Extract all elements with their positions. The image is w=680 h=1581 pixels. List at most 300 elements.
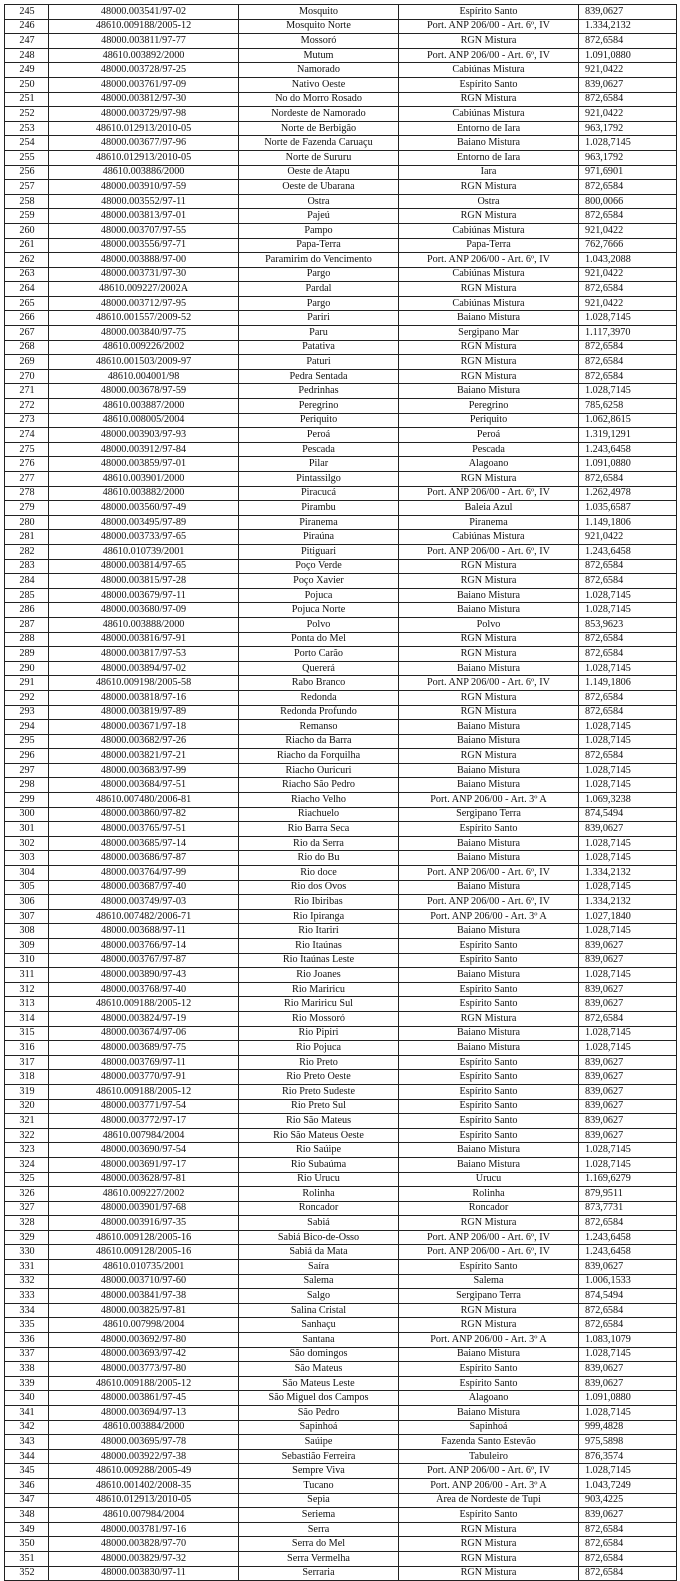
field-name-cell: Mosquito xyxy=(239,5,399,20)
price-value-cell: 762,7666 xyxy=(579,238,677,253)
row-number-cell: 262 xyxy=(5,253,49,268)
reference-oil-cell: Espírito Santo xyxy=(399,1114,579,1129)
row-number-cell: 276 xyxy=(5,457,49,472)
row-number-cell: 252 xyxy=(5,107,49,122)
row-number-cell: 320 xyxy=(5,1099,49,1114)
field-name-cell: Saúipe xyxy=(239,1435,399,1450)
process-number-cell: 48000.003841/97-38 xyxy=(49,1289,239,1304)
reference-oil-cell: RGN Mistura xyxy=(399,282,579,297)
field-name-cell: Rio do Bu xyxy=(239,851,399,866)
field-name-cell: Pescada xyxy=(239,442,399,457)
row-number-cell: 253 xyxy=(5,121,49,136)
price-value-cell: 1.028,7145 xyxy=(579,1157,677,1172)
row-number-cell: 347 xyxy=(5,1493,49,1508)
row-number-cell: 288 xyxy=(5,632,49,647)
field-name-cell: Roncador xyxy=(239,1201,399,1216)
field-name-cell: Rio Preto xyxy=(239,1055,399,1070)
table-row xyxy=(5,77,677,92)
table-row xyxy=(5,1566,677,1581)
row-number-cell: 255 xyxy=(5,150,49,165)
price-value-cell: 876,3574 xyxy=(579,1449,677,1464)
process-number-cell: 48000.003816/97-91 xyxy=(49,632,239,647)
table-body xyxy=(5,5,677,1581)
process-number-cell: 48000.003815/97-28 xyxy=(49,574,239,589)
field-name-cell: Riacho Velho xyxy=(239,793,399,808)
price-value-cell: 872,6584 xyxy=(579,1522,677,1537)
table-row xyxy=(5,1172,677,1187)
price-value-cell: 1.062,8615 xyxy=(579,413,677,428)
field-name-cell: Pojuca xyxy=(239,588,399,603)
process-number-cell: 48000.003693/97-42 xyxy=(49,1347,239,1362)
process-number-cell: 48000.003731/97-30 xyxy=(49,267,239,282)
reference-oil-cell: Baiano Mistura xyxy=(399,311,579,326)
table-row xyxy=(5,1187,677,1202)
reference-oil-cell: Fazenda Santo Estevão xyxy=(399,1435,579,1450)
table-row xyxy=(5,515,677,530)
row-number-cell: 258 xyxy=(5,194,49,209)
process-number-cell: 48000.003729/97-98 xyxy=(49,107,239,122)
field-name-cell: Rio doce xyxy=(239,866,399,881)
field-name-cell: Paturi xyxy=(239,355,399,370)
reference-oil-cell: RGN Mistura xyxy=(399,209,579,224)
reference-oil-cell: Espírito Santo xyxy=(399,982,579,997)
row-number-cell: 350 xyxy=(5,1537,49,1552)
field-name-cell: Papa-Terra xyxy=(239,238,399,253)
row-number-cell: 248 xyxy=(5,48,49,63)
reference-oil-cell: Baiano Mistura xyxy=(399,1041,579,1056)
field-name-cell: Norte de Sururu xyxy=(239,150,399,165)
table-row xyxy=(5,676,677,691)
price-value-cell: 872,6584 xyxy=(579,1216,677,1231)
reference-oil-cell: RGN Mistura xyxy=(399,647,579,662)
row-number-cell: 323 xyxy=(5,1143,49,1158)
reference-oil-cell: Espírito Santo xyxy=(399,1055,579,1070)
row-number-cell: 348 xyxy=(5,1508,49,1523)
process-number-cell: 48000.003556/97-71 xyxy=(49,238,239,253)
price-value-cell: 839,0627 xyxy=(579,1362,677,1377)
process-number-cell: 48000.003560/97-49 xyxy=(49,501,239,516)
process-number-cell: 48000.003678/97-59 xyxy=(49,384,239,399)
row-number-cell: 286 xyxy=(5,603,49,618)
table-row xyxy=(5,63,677,78)
table-row xyxy=(5,92,677,107)
row-number-cell: 293 xyxy=(5,705,49,720)
reference-oil-cell: Área de Nordeste de Tupi xyxy=(399,1493,579,1508)
table-row xyxy=(5,1551,677,1566)
row-number-cell: 319 xyxy=(5,1084,49,1099)
row-number-cell: 264 xyxy=(5,282,49,297)
row-number-cell: 334 xyxy=(5,1303,49,1318)
reference-oil-cell: Urucu xyxy=(399,1172,579,1187)
reference-oil-cell: Peregrino xyxy=(399,399,579,414)
reference-oil-cell: RGN Mistura xyxy=(399,472,579,487)
process-number-cell: 48610.009227/2002 xyxy=(49,1187,239,1202)
price-value-cell: 1.028,7145 xyxy=(579,603,677,618)
table-row xyxy=(5,19,677,34)
table-row xyxy=(5,1537,677,1552)
process-number-cell: 48000.003682/97-26 xyxy=(49,734,239,749)
table-row xyxy=(5,1055,677,1070)
table-row xyxy=(5,603,677,618)
field-name-cell: Piraúna xyxy=(239,530,399,545)
process-number-cell: 48610.009128/2005-16 xyxy=(49,1245,239,1260)
process-number-cell: 48610.009188/2005-12 xyxy=(49,997,239,1012)
table-row xyxy=(5,369,677,384)
field-name-cell: Sepia xyxy=(239,1493,399,1508)
price-value-cell: 903,4225 xyxy=(579,1493,677,1508)
process-number-cell: 48000.003861/97-45 xyxy=(49,1391,239,1406)
process-number-cell: 48000.003684/97-51 xyxy=(49,778,239,793)
row-number-cell: 351 xyxy=(5,1551,49,1566)
price-value-cell: 971,6901 xyxy=(579,165,677,180)
field-name-cell: Rio Preto Oeste xyxy=(239,1070,399,1085)
price-value-cell: 879,9511 xyxy=(579,1187,677,1202)
field-name-cell: Rabo Branco xyxy=(239,676,399,691)
row-number-cell: 278 xyxy=(5,486,49,501)
price-value-cell: 1.028,7145 xyxy=(579,880,677,895)
table-row xyxy=(5,1245,677,1260)
process-number-cell: 48000.003552/97-11 xyxy=(49,194,239,209)
row-number-cell: 295 xyxy=(5,734,49,749)
price-value-cell: 1.083,1079 xyxy=(579,1333,677,1348)
field-name-cell: Remanso xyxy=(239,720,399,735)
field-name-cell: Santana xyxy=(239,1333,399,1348)
field-name-cell: Pajeú xyxy=(239,209,399,224)
row-number-cell: 251 xyxy=(5,92,49,107)
field-name-cell: Rio Ibiribas xyxy=(239,895,399,910)
reference-oil-cell: Port. ANP 206/00 - Art. 6º, IV xyxy=(399,544,579,559)
row-number-cell: 298 xyxy=(5,778,49,793)
table-row xyxy=(5,1216,677,1231)
reference-oil-cell: Peroá xyxy=(399,428,579,443)
table-row xyxy=(5,180,677,195)
field-name-cell: Riacho Ouricuri xyxy=(239,763,399,778)
price-value-cell: 872,6584 xyxy=(579,1011,677,1026)
table-row xyxy=(5,399,677,414)
process-number-cell: 48000.003768/97-40 xyxy=(49,982,239,997)
table-row xyxy=(5,1084,677,1099)
reference-oil-cell: Port. ANP 206/00 - Art. 3º A xyxy=(399,1478,579,1493)
table-row xyxy=(5,238,677,253)
table-row xyxy=(5,836,677,851)
reference-oil-cell: Baiano Mistura xyxy=(399,880,579,895)
reference-oil-cell: Port. ANP 206/00 - Art. 3º A xyxy=(399,793,579,808)
field-name-cell: Serraria xyxy=(239,1566,399,1581)
process-number-cell: 48610.012913/2010-05 xyxy=(49,150,239,165)
price-value-cell: 839,0627 xyxy=(579,5,677,20)
process-number-cell: 48610.012913/2010-05 xyxy=(49,121,239,136)
process-number-cell: 48000.003781/97-16 xyxy=(49,1522,239,1537)
field-name-cell: Poço Verde xyxy=(239,559,399,574)
field-name-cell: Peroá xyxy=(239,428,399,443)
table-row xyxy=(5,311,677,326)
price-value-cell: 872,6584 xyxy=(579,92,677,107)
table-row xyxy=(5,851,677,866)
row-number-cell: 346 xyxy=(5,1478,49,1493)
process-number-cell: 48000.003495/97-89 xyxy=(49,515,239,530)
process-number-cell: 48610.007998/2004 xyxy=(49,1318,239,1333)
field-name-cell: Rio Itaúnas Leste xyxy=(239,953,399,968)
reference-oil-cell: Sergipano Terra xyxy=(399,1289,579,1304)
price-value-cell: 1.028,7145 xyxy=(579,136,677,151)
table-row xyxy=(5,953,677,968)
table-row xyxy=(5,121,677,136)
document-page xyxy=(4,4,676,1581)
process-number-cell: 48610.003882/2000 xyxy=(49,486,239,501)
price-value-cell: 1.169,6279 xyxy=(579,1172,677,1187)
process-number-cell: 48000.003773/97-80 xyxy=(49,1362,239,1377)
field-name-cell: Piracucá xyxy=(239,486,399,501)
table-row xyxy=(5,165,677,180)
process-number-cell: 48000.003764/97-99 xyxy=(49,866,239,881)
row-number-cell: 290 xyxy=(5,661,49,676)
table-row xyxy=(5,282,677,297)
price-value-cell: 874,5494 xyxy=(579,807,677,822)
process-number-cell: 48000.003694/97-13 xyxy=(49,1406,239,1421)
process-number-cell: 48610.010739/2001 xyxy=(49,544,239,559)
price-value-cell: 1.117,3970 xyxy=(579,326,677,341)
field-name-cell: Rio Urucu xyxy=(239,1172,399,1187)
reference-oil-cell: RGN Mistura xyxy=(399,749,579,764)
table-row xyxy=(5,632,677,647)
table-row xyxy=(5,1201,677,1216)
field-name-cell: Paramirim do Vencimento xyxy=(239,253,399,268)
table-row xyxy=(5,690,677,705)
field-name-cell: Rio da Serra xyxy=(239,836,399,851)
process-number-cell: 48000.003695/97-78 xyxy=(49,1435,239,1450)
row-number-cell: 326 xyxy=(5,1187,49,1202)
row-number-cell: 338 xyxy=(5,1362,49,1377)
table-row xyxy=(5,661,677,676)
field-name-cell: Rio Preto Sul xyxy=(239,1099,399,1114)
price-value-cell: 853,9623 xyxy=(579,617,677,632)
table-row xyxy=(5,1478,677,1493)
price-value-cell: 839,0627 xyxy=(579,1084,677,1099)
row-number-cell: 336 xyxy=(5,1333,49,1348)
reference-oil-cell: Baiano Mistura xyxy=(399,968,579,983)
table-row xyxy=(5,1114,677,1129)
field-name-cell: Rio Pojuca xyxy=(239,1041,399,1056)
price-value-cell: 921,0422 xyxy=(579,530,677,545)
table-row xyxy=(5,1406,677,1421)
process-number-cell: 48000.003677/97-96 xyxy=(49,136,239,151)
field-name-cell: Serra Vermelha xyxy=(239,1551,399,1566)
field-name-cell: Ponta do Mel xyxy=(239,632,399,647)
field-name-cell: Seriema xyxy=(239,1508,399,1523)
field-name-cell: Riacho da Barra xyxy=(239,734,399,749)
process-number-cell: 48000.003830/97-11 xyxy=(49,1566,239,1581)
process-number-cell: 48000.003811/97-77 xyxy=(49,34,239,49)
row-number-cell: 300 xyxy=(5,807,49,822)
reference-oil-cell: Pescada xyxy=(399,442,579,457)
process-number-cell: 48000.003771/97-54 xyxy=(49,1099,239,1114)
row-number-cell: 284 xyxy=(5,574,49,589)
price-value-cell: 1.043,2088 xyxy=(579,253,677,268)
price-value-cell: 1.028,7145 xyxy=(579,661,677,676)
price-value-cell: 1.028,7145 xyxy=(579,311,677,326)
reference-oil-cell: Cabiúnas Mistura xyxy=(399,223,579,238)
table-row xyxy=(5,544,677,559)
process-number-cell: 48000.003688/97-11 xyxy=(49,924,239,939)
field-name-cell: Rio Mossoró xyxy=(239,1011,399,1026)
process-number-cell: 48000.003817/97-53 xyxy=(49,647,239,662)
field-name-cell: Mossoró xyxy=(239,34,399,49)
reference-oil-cell: Espírito Santo xyxy=(399,1084,579,1099)
process-number-cell: 48610.009226/2002 xyxy=(49,340,239,355)
reference-oil-cell: Baiano Mistura xyxy=(399,734,579,749)
process-number-cell: 48000.003888/97-00 xyxy=(49,253,239,268)
row-number-cell: 303 xyxy=(5,851,49,866)
row-number-cell: 296 xyxy=(5,749,49,764)
reference-oil-cell: Espírito Santo xyxy=(399,1099,579,1114)
row-number-cell: 315 xyxy=(5,1026,49,1041)
reference-oil-cell: Sapinhoá xyxy=(399,1420,579,1435)
table-row xyxy=(5,574,677,589)
reference-oil-cell: RGN Mistura xyxy=(399,705,579,720)
price-value-cell: 874,5494 xyxy=(579,1289,677,1304)
table-row xyxy=(5,705,677,720)
price-value-cell: 872,6584 xyxy=(579,369,677,384)
table-row xyxy=(5,588,677,603)
price-value-cell: 872,6584 xyxy=(579,1551,677,1566)
price-value-cell: 1.028,7145 xyxy=(579,968,677,983)
reference-oil-cell: RGN Mistura xyxy=(399,369,579,384)
price-value-cell: 1.028,7145 xyxy=(579,763,677,778)
reference-oil-cell: Baiano Mistura xyxy=(399,924,579,939)
reference-oil-cell: Port. ANP 206/00 - Art. 6º, IV xyxy=(399,19,579,34)
reference-oil-cell: Espírito Santo xyxy=(399,1376,579,1391)
process-number-cell: 48610.007480/2006-81 xyxy=(49,793,239,808)
price-value-cell: 1.334,2132 xyxy=(579,866,677,881)
reference-oil-cell: Port. ANP 206/00 - Art. 6º, IV xyxy=(399,1464,579,1479)
reference-oil-cell: RGN Mistura xyxy=(399,559,579,574)
reference-oil-cell: Baiano Mistura xyxy=(399,720,579,735)
field-name-cell: Mutum xyxy=(239,48,399,63)
field-name-cell: Rio Joanes xyxy=(239,968,399,983)
row-number-cell: 275 xyxy=(5,442,49,457)
field-name-cell: Serra do Mel xyxy=(239,1537,399,1552)
table-row xyxy=(5,472,677,487)
process-number-cell: 48000.003710/97-60 xyxy=(49,1274,239,1289)
table-row xyxy=(5,617,677,632)
price-value-cell: 1.091,0880 xyxy=(579,457,677,472)
row-number-cell: 256 xyxy=(5,165,49,180)
reference-oil-cell: Espírito Santo xyxy=(399,1260,579,1275)
reference-oil-cell: Iara xyxy=(399,165,579,180)
row-number-cell: 318 xyxy=(5,1070,49,1085)
price-value-cell: 1.006,1533 xyxy=(579,1274,677,1289)
price-value-cell: 1.334,2132 xyxy=(579,895,677,910)
field-name-cell: Sempre Viva xyxy=(239,1464,399,1479)
table-row xyxy=(5,1026,677,1041)
field-name-cell: Rio Itariri xyxy=(239,924,399,939)
process-number-cell: 48610.004001/98 xyxy=(49,369,239,384)
process-number-cell: 48000.003901/97-68 xyxy=(49,1201,239,1216)
price-value-cell: 1.028,7145 xyxy=(579,1026,677,1041)
field-name-cell: Redonda xyxy=(239,690,399,705)
price-value-cell: 1.262,4978 xyxy=(579,486,677,501)
row-number-cell: 261 xyxy=(5,238,49,253)
row-number-cell: 247 xyxy=(5,34,49,49)
reference-oil-cell: Espírito Santo xyxy=(399,1362,579,1377)
field-name-cell: Serra xyxy=(239,1522,399,1537)
process-number-cell: 48000.003912/97-84 xyxy=(49,442,239,457)
field-name-cell: Peregrino xyxy=(239,399,399,414)
price-value-cell: 839,0627 xyxy=(579,1376,677,1391)
price-value-cell: 1.028,7145 xyxy=(579,836,677,851)
table-row xyxy=(5,939,677,954)
price-value-cell: 1.028,7145 xyxy=(579,384,677,399)
row-number-cell: 317 xyxy=(5,1055,49,1070)
row-number-cell: 325 xyxy=(5,1172,49,1187)
process-number-cell: 48000.003689/97-75 xyxy=(49,1041,239,1056)
price-value-cell: 1.091,0880 xyxy=(579,48,677,63)
table-row xyxy=(5,1157,677,1172)
row-number-cell: 279 xyxy=(5,501,49,516)
row-number-cell: 285 xyxy=(5,588,49,603)
process-number-cell: 48610.009188/2005-12 xyxy=(49,19,239,34)
reference-oil-cell: Cabiúnas Mistura xyxy=(399,267,579,282)
table-row xyxy=(5,559,677,574)
table-row xyxy=(5,763,677,778)
reference-oil-cell: Entorno de Iara xyxy=(399,150,579,165)
table-row xyxy=(5,720,677,735)
row-number-cell: 335 xyxy=(5,1318,49,1333)
price-value-cell: 1.243,6458 xyxy=(579,544,677,559)
row-number-cell: 304 xyxy=(5,866,49,881)
row-number-cell: 310 xyxy=(5,953,49,968)
field-name-cell: Namorado xyxy=(239,63,399,78)
field-name-cell: São Pedro xyxy=(239,1406,399,1421)
price-value-cell: 839,0627 xyxy=(579,77,677,92)
price-value-cell: 1.035,6587 xyxy=(579,501,677,516)
table-row xyxy=(5,968,677,983)
row-number-cell: 246 xyxy=(5,19,49,34)
field-name-cell: Pirambu xyxy=(239,501,399,516)
price-value-cell: 1.028,7145 xyxy=(579,851,677,866)
table-row xyxy=(5,647,677,662)
row-number-cell: 332 xyxy=(5,1274,49,1289)
table-row xyxy=(5,1274,677,1289)
reference-oil-cell: Alagoano xyxy=(399,1391,579,1406)
field-name-cell: Sabiá xyxy=(239,1216,399,1231)
price-value-cell: 800,0066 xyxy=(579,194,677,209)
table-row xyxy=(5,1362,677,1377)
table-row xyxy=(5,1070,677,1085)
table-row xyxy=(5,457,677,472)
field-name-cell: Rio São Mateus xyxy=(239,1114,399,1129)
price-value-cell: 872,6584 xyxy=(579,1303,677,1318)
table-row xyxy=(5,428,677,443)
row-number-cell: 273 xyxy=(5,413,49,428)
reference-oil-cell: Periquito xyxy=(399,413,579,428)
table-row xyxy=(5,1289,677,1304)
price-value-cell: 872,6584 xyxy=(579,574,677,589)
process-number-cell: 48610.009188/2005-12 xyxy=(49,1084,239,1099)
reference-oil-cell: Polvo xyxy=(399,617,579,632)
field-name-cell: Oeste de Atapu xyxy=(239,165,399,180)
field-name-cell: Sabiá Bico-de-Osso xyxy=(239,1230,399,1245)
field-name-cell: São Mateus xyxy=(239,1362,399,1377)
field-name-cell: Sapinhoá xyxy=(239,1420,399,1435)
reference-oil-cell: Baiano Mistura xyxy=(399,1026,579,1041)
process-number-cell: 48000.003728/97-25 xyxy=(49,63,239,78)
price-value-cell: 1.028,7145 xyxy=(579,778,677,793)
reference-oil-cell: Baiano Mistura xyxy=(399,1347,579,1362)
table-row xyxy=(5,778,677,793)
row-number-cell: 313 xyxy=(5,997,49,1012)
table-row xyxy=(5,486,677,501)
